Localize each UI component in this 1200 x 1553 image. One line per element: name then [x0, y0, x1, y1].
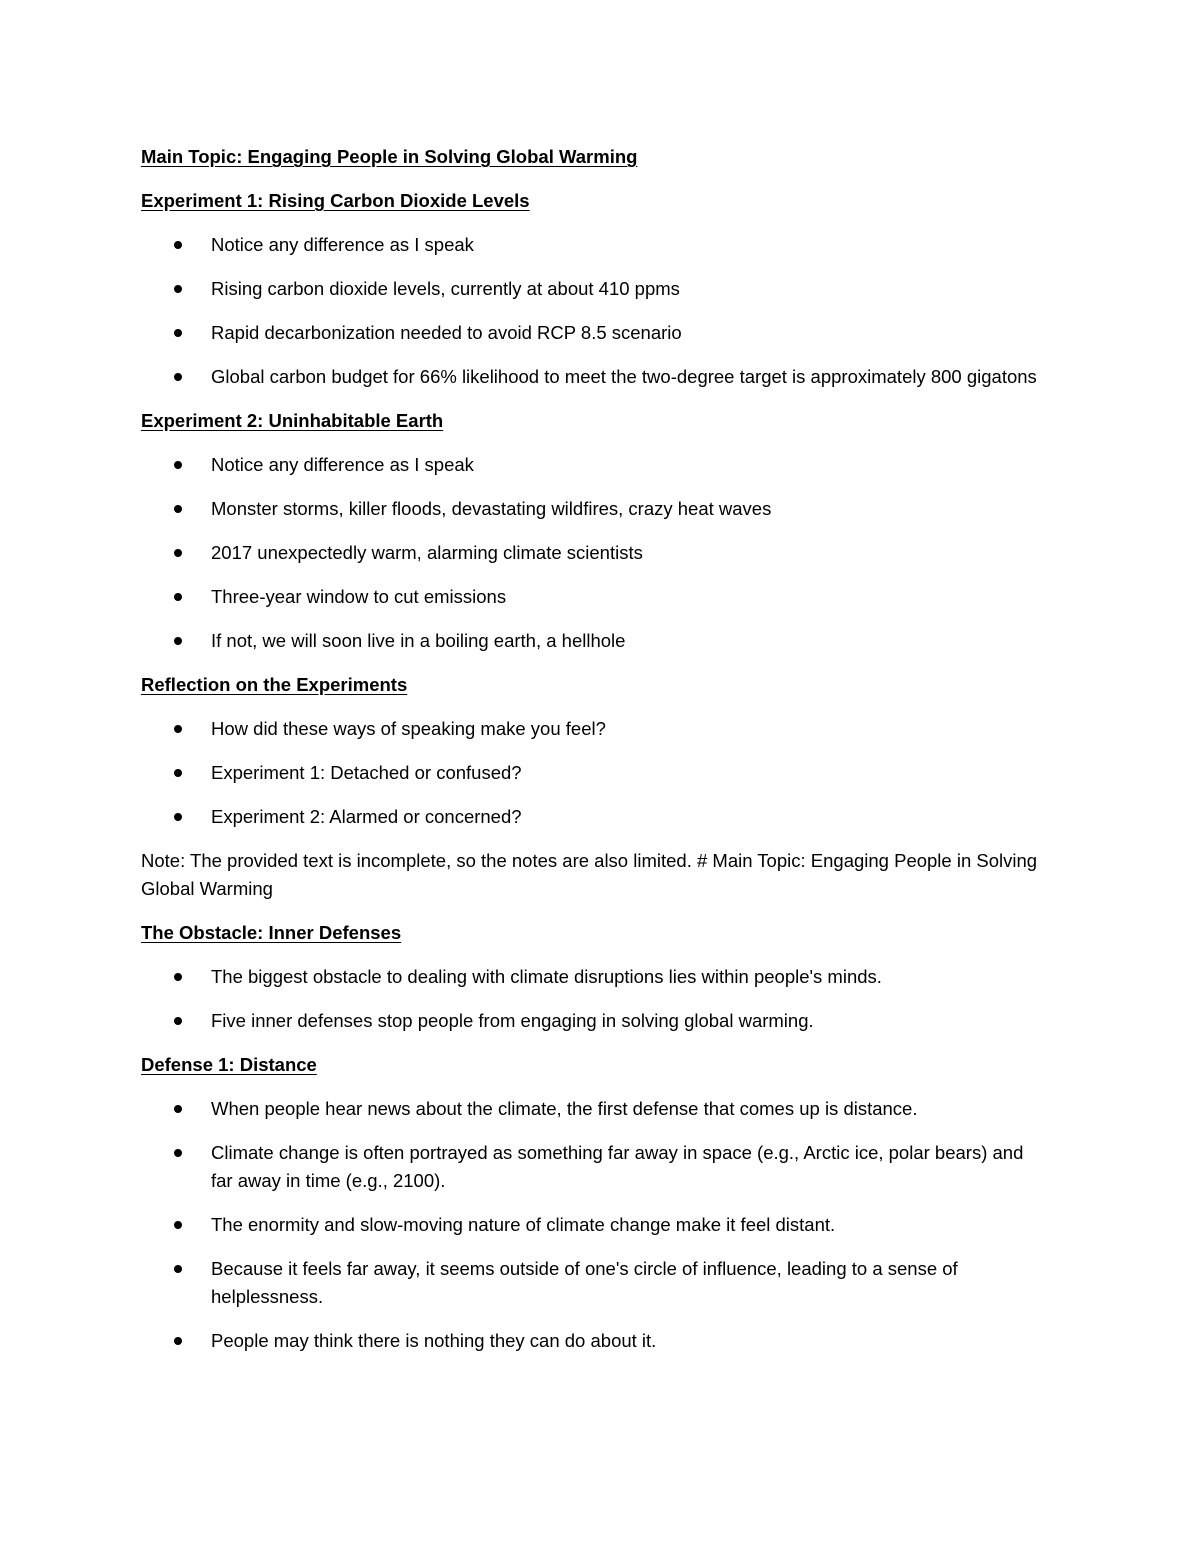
list-item-text: Notice any difference as I speak [211, 234, 474, 255]
list-item-text: When people hear news about the climate, the first defense that comes up is distance. [211, 1098, 918, 1119]
list-item-text: Notice any difference as I speak [211, 454, 474, 475]
list-item-text: The biggest obstacle to dealing with climate disruptions lies within people's minds. [211, 966, 882, 987]
list-item [141, 451, 1041, 479]
experiment-1-heading: Experiment 1: Rising Carbon Dioxide Levels [141, 190, 530, 211]
bullet-icon [174, 505, 182, 513]
list-item-text: People may think there is nothing they can do about it. [211, 1330, 657, 1351]
bullet-icon [174, 1221, 182, 1229]
bullet-icon [174, 593, 182, 601]
experiment-1-list [141, 231, 1041, 391]
experiment-2-list [141, 451, 1041, 655]
document-page [141, 143, 1041, 1371]
list-item [141, 1255, 1041, 1311]
list-item [141, 759, 1041, 787]
bullet-icon [174, 813, 182, 821]
reflection-heading: Reflection on the Experiments [141, 674, 408, 695]
bullet-icon [174, 1105, 182, 1113]
list-item [141, 495, 1041, 523]
bullet-icon [174, 637, 182, 645]
experiment-2-heading: Experiment 2: Uninhabitable Earth [141, 410, 444, 431]
list-item-text: 2017 unexpectedly warm, alarming climate scientists [211, 542, 643, 563]
note-paragraph: Note: The provided text is incomplete, so the notes are also limited. # Main Topic: Engaging People in Solving Global Warming [141, 850, 1038, 899]
bullet-icon [174, 769, 182, 777]
bullet-icon [174, 1017, 182, 1025]
list-item [141, 231, 1041, 259]
list-item-text: Climate change is often portrayed as something far away in space (e.g., Arctic ice, polar bears) and far away in time (e.g., 2100). [211, 1142, 1024, 1191]
list-item [141, 1007, 1041, 1035]
list-item-text: Rapid decarbonization needed to avoid RCP 8.5 scenario [211, 322, 682, 343]
list-item [141, 539, 1041, 567]
list-item [141, 275, 1041, 303]
list-item-text: Global carbon budget for 66% likelihood to meet the two-degree target is approximately 800 gigatons [211, 366, 1037, 387]
bullet-icon [174, 725, 182, 733]
list-item [141, 963, 1041, 991]
list-item-text: Experiment 1: Detached or confused? [211, 762, 522, 783]
list-item-text: Rising carbon dioxide levels, currently at about 410 ppms [211, 278, 680, 299]
list-item [141, 319, 1041, 347]
list-item [141, 1139, 1041, 1195]
list-item [141, 715, 1041, 743]
bullet-icon [174, 285, 182, 293]
list-item [141, 1327, 1041, 1355]
list-item-text: If not, we will soon live in a boiling earth, a hellhole [211, 630, 626, 651]
list-item-text: Because it feels far away, it seems outside of one's circle of influence, leading to a sense of helplessness. [211, 1258, 958, 1307]
list-item [141, 803, 1041, 831]
bullet-icon [174, 373, 182, 381]
list-item [141, 363, 1041, 391]
obstacle-list [141, 963, 1041, 1035]
bullet-icon [174, 549, 182, 557]
list-item-text: Experiment 2: Alarmed or concerned? [211, 806, 522, 827]
bullet-icon [174, 329, 182, 337]
bullet-icon [174, 1265, 182, 1273]
reflection-list [141, 715, 1041, 831]
list-item-text: Three-year window to cut emissions [211, 586, 507, 607]
list-item [141, 1211, 1041, 1239]
bullet-icon [174, 461, 182, 469]
bullet-icon [174, 973, 182, 981]
list-item-text: Five inner defenses stop people from engaging in solving global warming. [211, 1010, 814, 1031]
obstacle-heading: The Obstacle: Inner Defenses [141, 922, 402, 943]
list-item [141, 627, 1041, 655]
bullet-icon [174, 1149, 182, 1157]
bullet-icon [174, 241, 182, 249]
list-item-text: The enormity and slow-moving nature of climate change make it feel distant. [211, 1214, 836, 1235]
defense-1-list [141, 1095, 1041, 1355]
list-item [141, 583, 1041, 611]
list-item-text: How did these ways of speaking make you feel? [211, 718, 606, 739]
list-item-text: Monster storms, killer floods, devastating wildfires, crazy heat waves [211, 498, 772, 519]
bullet-icon [174, 1337, 182, 1345]
main-topic-heading: Main Topic: Engaging People in Solving Global Warming [141, 146, 638, 167]
defense-1-heading: Defense 1: Distance [141, 1054, 317, 1075]
list-item [141, 1095, 1041, 1123]
